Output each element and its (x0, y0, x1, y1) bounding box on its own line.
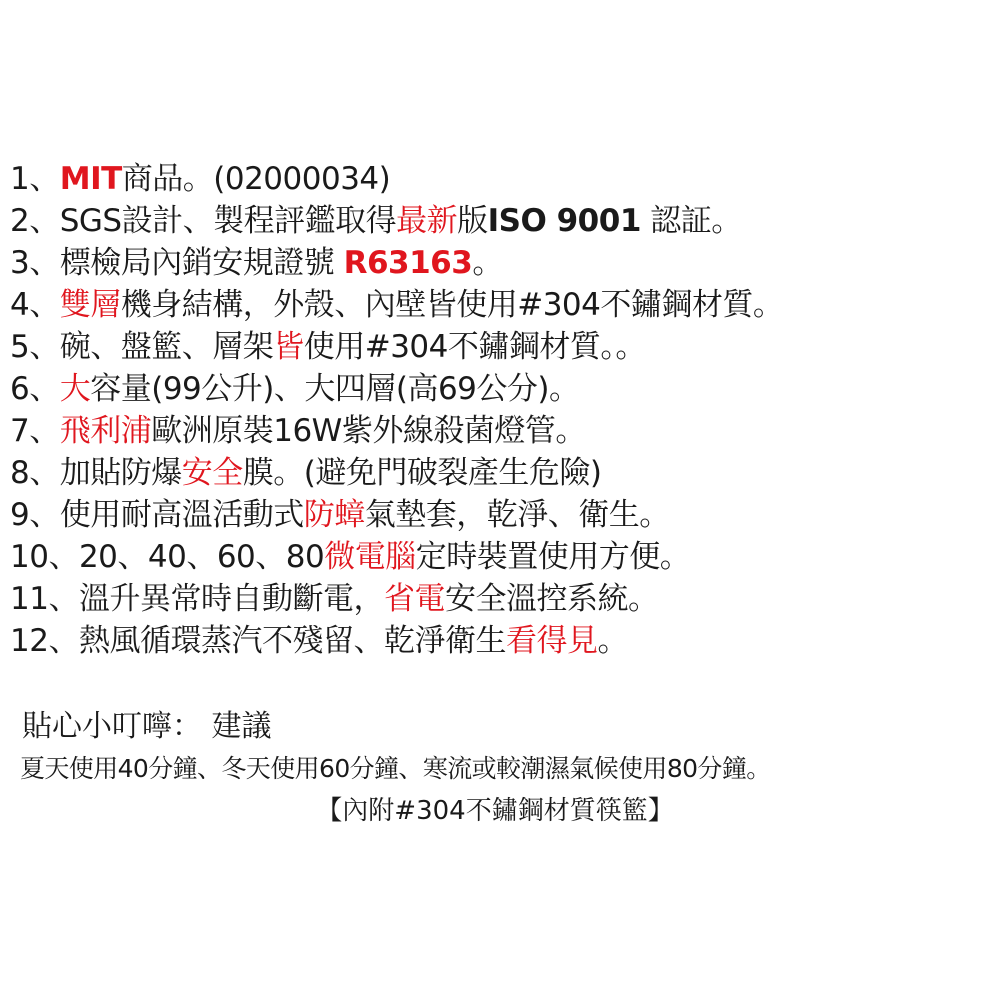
tips-usage-text: 夏天使用40分鐘、冬天使用60分鐘、寒流或較潮濕氣候使用80分鐘。 (20, 754, 771, 783)
tips-title: 貼心小叮嚀： 建議 (22, 709, 272, 744)
feature-text: 11、溫升異常時自動斷電， (10, 581, 384, 617)
feature-highlight: 大 (59, 371, 91, 407)
feature-item (10, 284, 995, 326)
feature-highlight: 安全 (181, 455, 243, 491)
feature-highlight: MIT (59, 161, 122, 197)
feature-highlight: 雙層 (59, 287, 121, 323)
feature-text: 安全溫控系統。 (444, 581, 659, 617)
feature-item (10, 578, 995, 620)
feature-highlight: 皆 (273, 329, 304, 365)
feature-text: 版 (457, 203, 488, 239)
feature-highlight: 飛利浦 (59, 413, 152, 449)
feature-text: 。 (597, 623, 628, 659)
feature-text: 2、SGS設計、製程評鑑取得 (10, 203, 397, 239)
feature-highlight: 防蟑 (303, 497, 365, 533)
feature-text: 機身結構，外殼、內壁皆使用#304不鏽鋼材質。 (120, 287, 784, 323)
feature-text: 6、 (10, 371, 60, 407)
feature-text: 使用#304不鏽鋼材質。。 (303, 329, 646, 365)
feature-text: 。 (472, 245, 503, 281)
feature-item (10, 200, 995, 242)
feature-text: 7、 (10, 413, 60, 449)
feature-highlight: 微電腦 (324, 539, 416, 575)
feature-text: 商品。(02000034) (121, 161, 391, 197)
feature-item (10, 536, 995, 578)
feature-text: 12、熱風循環蒸汽不殘留、乾淨衛生 (10, 623, 506, 659)
feature-text: 1、 (10, 161, 60, 197)
feature-text: 膜。(避免門破裂產生危險) (242, 455, 602, 491)
feature-text: 定時裝置使用方便。 (415, 539, 691, 575)
feature-text: 容量(99公升)、大四層(高69公分)。 (90, 371, 580, 407)
feature-text: 歐洲原裝16W紫外線殺菌燈管。 (151, 413, 586, 449)
feature-item (10, 326, 995, 368)
feature-text: ISO 9001 (487, 203, 641, 239)
tips-section (0, 705, 1000, 833)
feature-highlight: 最新 (396, 203, 458, 239)
feature-text: 3、標檢局內銷安規證號 (10, 245, 344, 281)
feature-item (10, 452, 995, 494)
feature-text: 9、使用耐高溫活動式 (10, 497, 304, 533)
feature-text: 氣墊套，乾淨、衛生。 (364, 497, 670, 533)
tips-included-item: 【內附#304不鏽鋼材質筷籃】 (316, 796, 674, 826)
feature-text: 4、 (10, 287, 60, 323)
feature-item (10, 158, 995, 200)
feature-highlight: 省電 (383, 581, 445, 617)
feature-text: 8、加貼防爆 (10, 455, 182, 491)
feature-item (10, 368, 995, 410)
feature-list (10, 158, 995, 662)
feature-item (10, 620, 995, 662)
feature-item (10, 242, 995, 284)
feature-item (10, 410, 995, 452)
feature-text: 5、碗、盤籃、層架 (10, 329, 274, 365)
feature-highlight: R63163 (343, 245, 473, 281)
feature-item (10, 494, 995, 536)
feature-text: 10、20、40、60、80 (10, 539, 325, 575)
feature-text: 認証。 (640, 203, 742, 239)
feature-highlight: 看得見 (505, 623, 598, 659)
